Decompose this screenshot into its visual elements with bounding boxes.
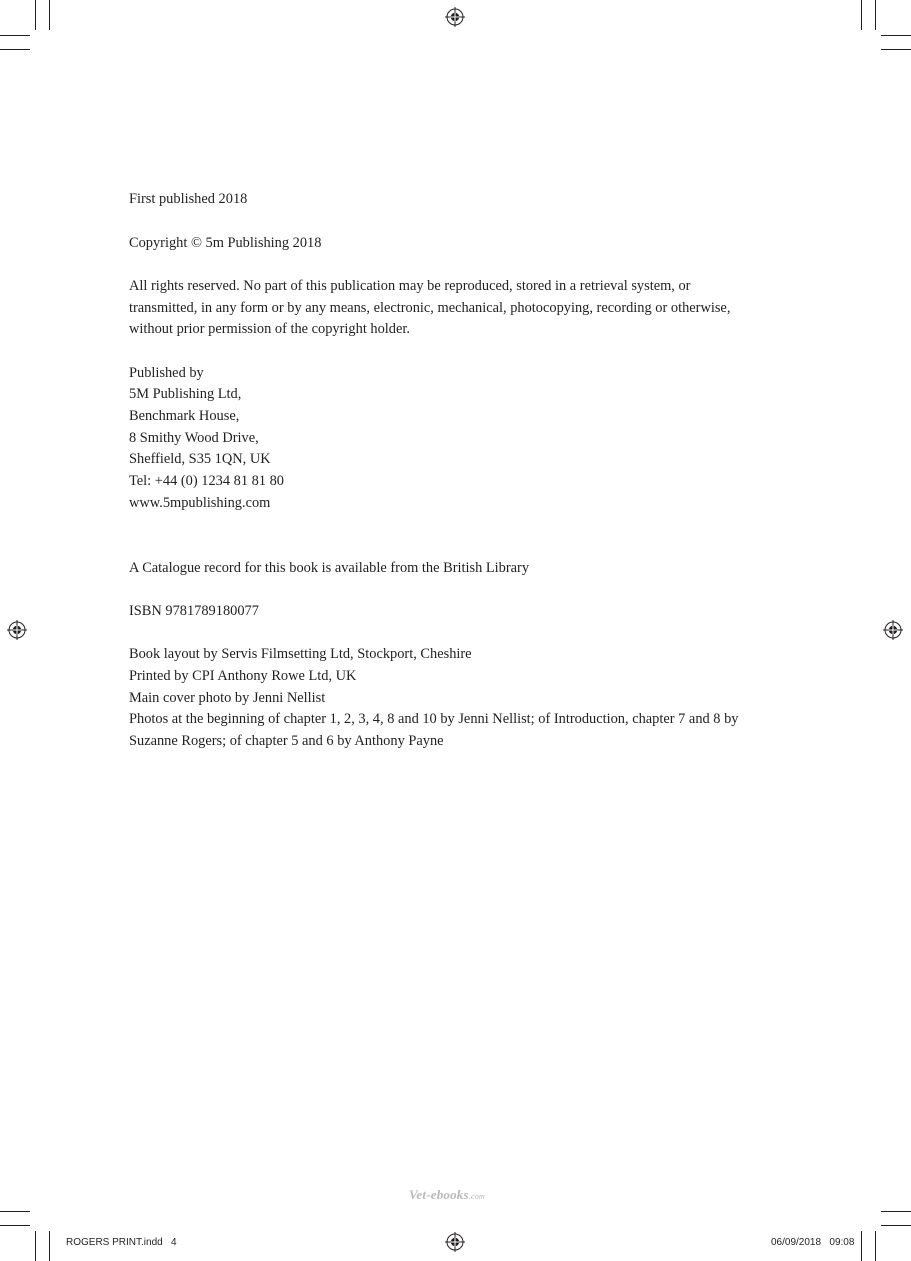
crop-mark-bottom-left-h xyxy=(0,1211,30,1212)
crop-mark-bottom-left-h2 xyxy=(0,1225,30,1226)
photo-credits-line-1: Photos at the beginning of chapter 1, 2, 3, 4, 8 and 10 by Jenni Nellist; of Introduction, chapter 7 and 8 by xyxy=(129,711,739,727)
cover-photo-credit: Main cover photo by Jenni Nellist xyxy=(129,690,326,706)
published-by-label: Published by xyxy=(129,365,204,381)
publisher-name: 5M Publishing Ltd, xyxy=(129,386,242,402)
publisher-address-line-1: Benchmark House, xyxy=(129,408,240,424)
rights-statement-line-2: transmitted, in any form or by any means, electronic, mechanical, photocopying, recording or otherwise, xyxy=(129,300,731,316)
isbn: ISBN 9781789180077 xyxy=(129,603,259,619)
first-published: First published 2018 xyxy=(129,191,248,207)
publisher-telephone: Tel: +44 (0) 1234 81 81 80 xyxy=(129,473,284,489)
registration-target-icon xyxy=(445,1232,465,1252)
publisher-address-line-3: Sheffield, S35 1QN, UK xyxy=(129,451,271,467)
crop-mark-top-right-h xyxy=(881,35,911,36)
copyright-notice: Copyright © 5m Publishing 2018 xyxy=(129,235,322,251)
crop-mark-top-left-h2 xyxy=(0,49,30,50)
book-layout-credit: Book layout by Servis Filmsetting Ltd, Stockport, Cheshire xyxy=(129,646,472,662)
crop-mark-top-right-inner xyxy=(861,0,862,30)
crop-mark-bottom-right-h xyxy=(881,1211,911,1212)
registration-target-icon xyxy=(883,620,903,640)
crop-mark-bottom-left-inner xyxy=(49,1231,50,1261)
publisher-website: www.5mpublishing.com xyxy=(129,495,271,511)
crop-mark-top-left-h xyxy=(0,35,30,36)
registration-target-icon xyxy=(445,7,465,27)
crop-mark-top-left-outer xyxy=(35,0,36,30)
rights-statement-line-3: without prior permission of the copyright holder. xyxy=(129,321,410,337)
crop-mark-top-right-outer xyxy=(875,0,876,30)
crop-mark-bottom-right-outer xyxy=(875,1231,876,1261)
catalogue-record: A Catalogue record for this book is available from the British Library xyxy=(129,560,530,576)
crop-mark-bottom-right-h2 xyxy=(881,1225,911,1226)
registration-target-icon xyxy=(7,620,27,640)
crop-mark-bottom-right-inner xyxy=(861,1231,862,1261)
photo-credits-line-2: Suzanne Rogers; of chapter 5 and 6 by Anthony Payne xyxy=(129,733,444,749)
watermark-suffix: .com xyxy=(468,1192,485,1201)
crop-mark-bottom-left-outer xyxy=(35,1231,36,1261)
slug-date-time: 06/09/2018 09:08 xyxy=(771,1237,855,1248)
publisher-address-line-2: 8 Smithy Wood Drive, xyxy=(129,430,259,446)
crop-mark-top-left-inner xyxy=(49,0,50,30)
crop-mark-top-right-h2 xyxy=(881,49,911,50)
watermark-main: Vet-ebooks xyxy=(409,1187,469,1202)
printer-credit: Printed by CPI Anthony Rowe Ltd, UK xyxy=(129,668,357,684)
slug-file-name: ROGERS PRINT.indd 4 xyxy=(66,1237,177,1248)
rights-statement-line-1: All rights reserved. No part of this publication may be reproduced, stored in a retrieval system, or xyxy=(129,278,691,294)
watermark-logo xyxy=(409,1187,485,1203)
